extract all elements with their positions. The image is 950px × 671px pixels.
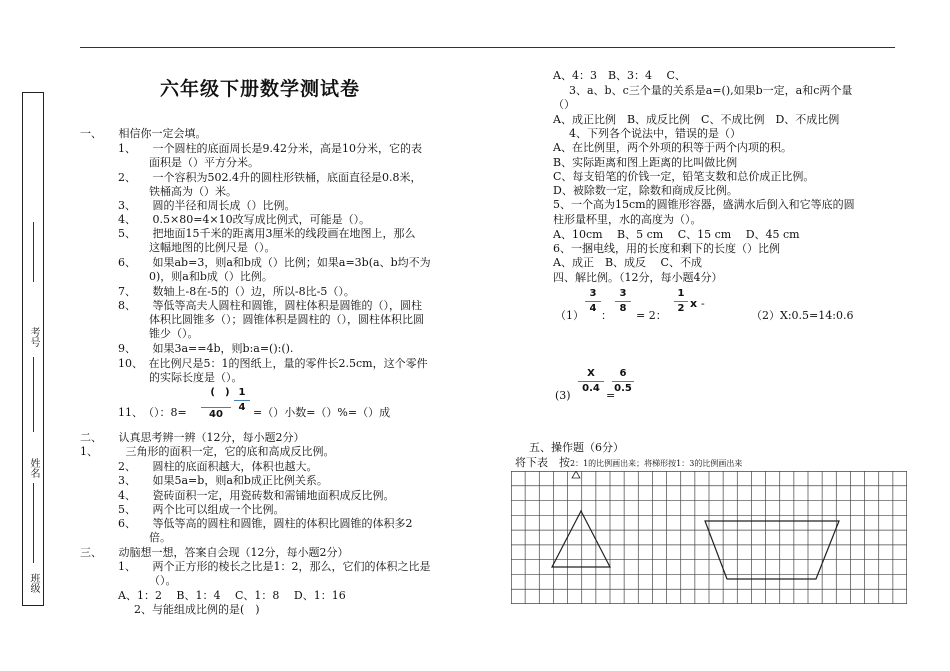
p1-fraction-1: 3 4 <box>585 288 601 315</box>
problem-1-label: （1） <box>555 309 584 322</box>
question-5: 5、 把地面15千米的距离用3厘米的线段画在地图上，那么 <box>118 227 416 240</box>
question-8: 8、 等低等高夫人圆柱和圆锥，圆柱体积是圆锥的（），圆柱 <box>118 299 422 312</box>
question-1-cont: 面积是（）平方分米。 <box>149 156 259 169</box>
p3-fraction-1: X 0.4 <box>578 368 604 395</box>
operation-instruction <box>515 456 742 471</box>
section-1-heading: 一、 相信你一定会填。 <box>80 127 207 140</box>
binding-line <box>33 357 34 432</box>
question-4: 4、 0.5×80=4×10改写成比例式，可能是（）。 <box>118 213 371 226</box>
judge-4: 4、 瓷砖面积一定，用瓷砖数和需铺地面积成反比例。 <box>118 489 395 502</box>
choice-5-cont: 柱形量杯里，水的高度为（）。 <box>553 213 702 226</box>
question-2-cont: 铁桶高为（）米。 <box>149 185 237 198</box>
binding-label-class: 班级 <box>28 573 39 593</box>
question-1: 1、 一个圆柱的底面周长是9.42分米，高是10分米，它的表 <box>118 142 422 155</box>
choice-4-d: D、被除数一定，除数和商成反比例。 <box>553 184 738 197</box>
small-triangle-marker <box>572 471 580 478</box>
judge-6-cont: 倍。 <box>149 531 171 544</box>
q11-fraction-1: 40 <box>201 394 231 421</box>
question-6-cont: 0)，则a和b成（）比例。 <box>149 270 273 283</box>
question-11-cont: =（）小数=（）%=（）成 <box>253 406 391 419</box>
problem-3-label: (3) <box>555 389 571 402</box>
question-10: 10、 在比例尺是5：1的图纸上，量的零件长2.5cm，这个零件 <box>118 357 428 370</box>
choice-6: 6、一捆电线，用的长度和剩下的长度（）比例 <box>553 242 780 255</box>
q11-fraction-2: ( ) <box>210 387 230 398</box>
judge-2: 2、 圆柱的底面积越大，体积也越大。 <box>118 460 318 473</box>
judge-6: 6、 等低等高的圆柱和圆锥，圆柱的体积比圆锥的体积多2 <box>118 517 413 530</box>
binding-label-exam-no: 考号 <box>28 327 39 347</box>
section-3-heading: 三、 动脑想一想，答案自会现（12分，每小题2分） <box>80 546 349 559</box>
choice-2-options: A、4：3 B、3：4 C、 <box>553 69 686 82</box>
question-8-cont2: 锥少（）。 <box>149 327 199 340</box>
page-title: 六年级下册数学测试卷 <box>160 78 361 100</box>
choice-4-b: B、实际距离和图上距离的比叫做比例 <box>553 156 738 169</box>
choice-1-cont: （）。 <box>149 574 177 587</box>
binding-label-name: 姓名 <box>28 458 39 478</box>
p1-fraction-3: 1 2 <box>674 288 688 315</box>
judge-5: 5、 两个比可以组成一个比例。 <box>118 503 285 516</box>
binding-line <box>33 483 34 563</box>
section-5-heading: 五、操作题（6分） <box>529 441 624 454</box>
question-7: 7、 数轴上-8在-5的（）边，所以-8比-5（）。 <box>118 285 355 298</box>
choice-6-options: A、成正 B、成反 C、不成 <box>553 256 702 269</box>
question-3: 3、 圆的半径和周长成（）比例。 <box>118 199 296 212</box>
choice-5: 5、一个高为15cm的圆锥形容器，盛满水后倒入和它等底的圆 <box>553 198 855 211</box>
p1-x: x <box>690 297 698 310</box>
q11-fraction-3: 1 4 <box>234 387 250 414</box>
question-5-cont: 这幅地图的比例尺是（）。 <box>149 241 276 254</box>
p1-colon: ： <box>601 309 612 322</box>
question-8-cont: 体积比圆锥多（）；圆锥体积是圆柱的（），圆柱体积比圆 <box>149 313 424 326</box>
choice-4-a: A、在比例里，两个外项的积等于两个内项的积。 <box>553 141 792 154</box>
problem-2: （2）X:0.5=14:0.6 <box>751 309 854 322</box>
p3-fraction-2: 6 0.5 <box>612 368 634 395</box>
choice-3-options: A、成正比例 B、成反比例 C、不成比例 D、不成比例 <box>553 113 840 126</box>
operation-instruction-b: 2：1的比例画出来；将梯形按1：3的比例画出来 <box>570 459 743 468</box>
choice-1-options: A、1：2 B、1：4 C、1：8 D、1：16 <box>118 589 346 602</box>
question-11: 11、 （）：8= <box>118 406 187 419</box>
question-10-cont: 的实际长度是（）。 <box>149 371 243 384</box>
choice-2: 2、与能组成比例的是( ) <box>134 603 260 616</box>
question-2: 2、 一个容积为502.4升的圆柱形铁桶，底面直径是0.8米， <box>118 171 422 184</box>
p1-equals: = 2： <box>636 309 667 322</box>
section-4-heading: 四、解比例。（12分，每小题4分） <box>553 271 723 284</box>
question-9: 9、 如果3a==4b，则b:a=():(). <box>118 342 294 355</box>
choice-3-cont: （） <box>553 98 575 111</box>
choice-1: 1、 两个正方形的棱长之比是1：2，那么，它们的体积之比是 <box>118 560 431 573</box>
judge-3: 3、 如果5a=b，则a和b成正比例关系。 <box>118 474 328 487</box>
choice-5-options: A、10cm B、5 cm C、15 cm D、45 cm <box>553 228 800 241</box>
section-2-heading: 二、 认真思考辨一辨（12分，每小题2分） <box>80 431 305 444</box>
binding-line <box>33 222 34 282</box>
trapezoid-shape <box>705 521 839 579</box>
choice-4-c: C、每支铅笔的价钱一定，铅笔支数和总价成正比例。 <box>553 170 815 183</box>
drawing-grid <box>511 471 907 604</box>
triangle-shape <box>552 511 610 567</box>
operation-instruction-a: 将下表 按 <box>515 456 570 469</box>
question-6: 6、 如果ab=3，则a和b成（）比例；如果a=3b(a、b均不为 <box>118 256 431 269</box>
p3-equals: = <box>606 389 616 402</box>
choice-3: 3、a、b、c三个量的关系是a=(),如果b一定，a和c两个量 <box>569 84 853 97</box>
p1-dash: - <box>701 297 705 310</box>
p1-fraction-2: 3 8 <box>615 288 631 315</box>
judge-1: 1、 三角形的面积一定，它的底和高成反比例。 <box>80 445 335 458</box>
top-rule <box>80 47 895 48</box>
choice-4: 4、下列各个说法中，错误的是（） <box>569 127 741 140</box>
